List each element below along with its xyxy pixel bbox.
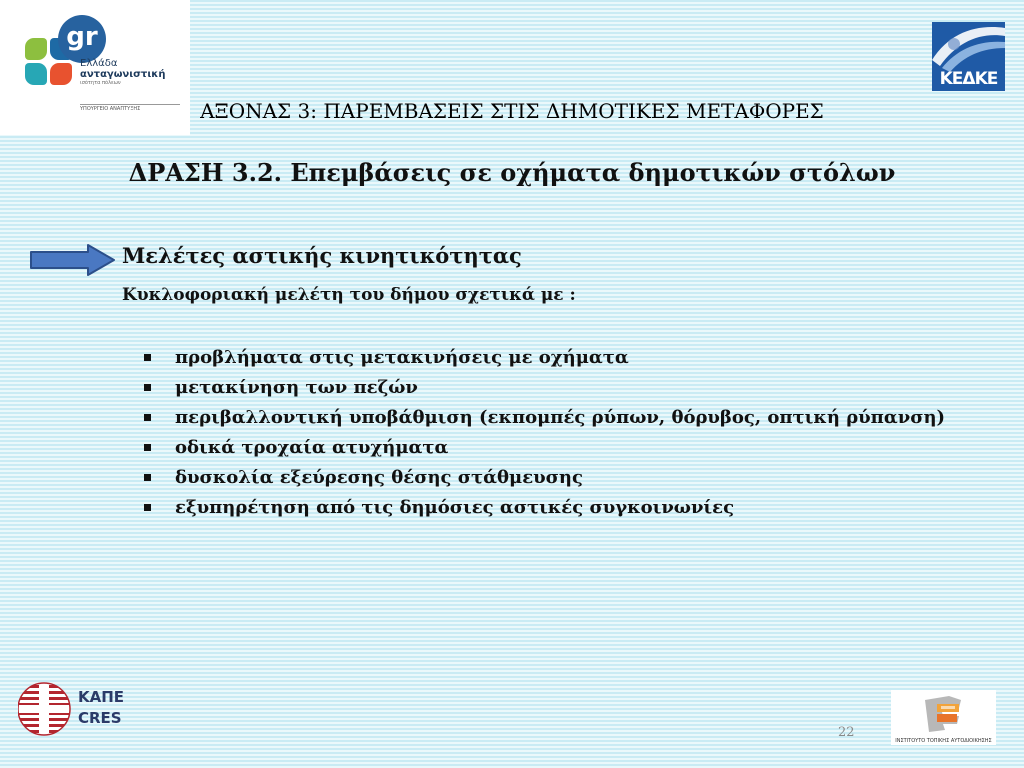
bullet-item — [140, 403, 960, 433]
square-bullet-icon — [144, 384, 151, 391]
square-bullet-icon — [144, 354, 151, 361]
square-bullet-icon — [144, 504, 151, 511]
logo-leaf-orange-icon — [50, 63, 72, 85]
kape-cres-logo — [18, 675, 125, 743]
bullet-text: μετακίνηση των πεζών — [175, 377, 418, 398]
bullet-item — [140, 433, 960, 463]
logo-footer: ΥΠΟΥΡΓΕΙΟ ΑΝΑΠΤΥΞΗΣ — [80, 104, 180, 112]
bullet-list — [140, 343, 960, 523]
kape-logo-line2: CRES — [78, 709, 122, 727]
bullet-item — [140, 493, 960, 523]
subheading: Μελέτες αστικής κινητικότητας — [122, 243, 522, 268]
intro-text: Κυκλοφοριακή μελέτη του δήμου σχετικά με : — [122, 285, 576, 305]
bullet-text: οδικά τροχαία ατυχήματα — [175, 437, 449, 458]
kape-logo-line1: ΚΑΠΕ — [78, 688, 125, 706]
kedke-logo — [932, 22, 1005, 91]
kape-logo-text — [78, 687, 124, 729]
bullet-text: προβλήματα στις μετακινήσεις με οχήματα — [175, 347, 629, 368]
square-bullet-icon — [144, 474, 151, 481]
bullet-item — [140, 463, 960, 493]
action-title: ΔΡΑΣΗ 3.2. Επεμβάσεις σε οχήματα δημοτικών στόλων — [128, 158, 896, 187]
logo-text-line2: ανταγωνιστική — [80, 69, 166, 80]
kedke-logo-text: ΚΕΔΚΕ — [939, 69, 998, 89]
ita-logo-caption: ΙΝΣΤΙΤΟΥΤΟ ΤΟΠΙΚΗΣ ΑΥΤΟΔΙΟΙΚΗΣΗΣ — [895, 738, 992, 744]
bullet-text: εξυπηρέτηση από τις δημόσιες αστικές συγκοινωνίες — [175, 497, 735, 518]
square-bullet-icon — [144, 414, 151, 421]
page-number: 22 — [838, 725, 855, 740]
logo-leaf-teal-icon — [25, 63, 47, 85]
logo-text-line1: Ελλάδα — [80, 58, 118, 69]
square-bullet-icon — [144, 444, 151, 451]
bullet-item — [140, 373, 960, 403]
ita-emblem-icon — [919, 694, 967, 734]
logo-text-line3: ισότητα πόλεων — [80, 80, 121, 86]
kape-emblem-icon — [18, 675, 74, 743]
logo-leaf-green-icon — [25, 38, 47, 60]
right-arrow-icon — [30, 244, 116, 276]
ita-logo — [891, 690, 996, 745]
bullet-item — [140, 343, 960, 373]
logo-text — [80, 58, 180, 86]
bullet-text: περιβαλλοντική υποβάθμιση (εκπομπές ρύπων, θόρυβος, οπτική ρύπανση) — [175, 407, 946, 428]
axis-title: ΑΞΟΝΑΣ 3: ΠΑΡΕΜΒΑΣΕΙΣ ΣΤΙΣ ΔΗΜΟΤΙΚΕΣ ΜΕΤΑΦΟΡΕΣ — [200, 99, 824, 123]
bullet-text: δυσκολία εξεύρεσης θέσης στάθμευσης — [175, 467, 583, 488]
gr-badge: gr — [58, 15, 106, 63]
